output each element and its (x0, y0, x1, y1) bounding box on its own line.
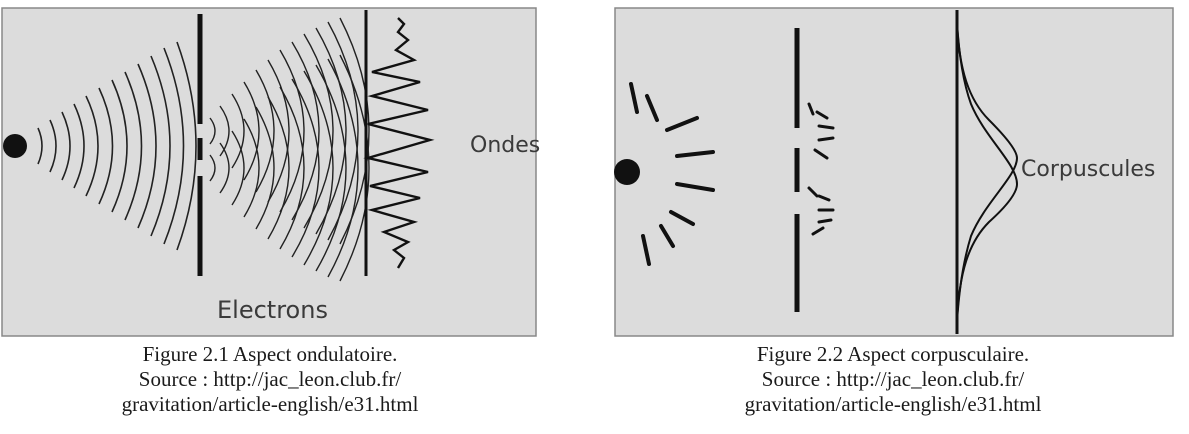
caption-source: Source : http://jac_leon.club.fr/ (761, 367, 1025, 391)
figure-particle-aspect (613, 0, 1189, 434)
particle-source (614, 159, 640, 185)
figure-caption-left (0, 342, 540, 417)
figure-wave-aspect (0, 0, 540, 434)
electrons-label: Electrons (217, 296, 328, 324)
corpuscules-label: Corpuscules (1021, 157, 1156, 182)
ondes-label: Ondes (470, 133, 540, 158)
caption-title: Figure 2.1 Aspect ondulatoire. (142, 342, 398, 366)
figure-caption-right (613, 342, 1173, 417)
caption-path: gravitation/article-english/e31.html (121, 392, 419, 416)
caption-path: gravitation/article-english/e31.html (744, 392, 1042, 416)
electron-source (3, 134, 27, 158)
diagram-panel (2, 8, 536, 336)
caption-title: Figure 2.2 Aspect corpusculaire. (756, 342, 1030, 366)
particle-diagram (613, 0, 1179, 340)
caption-source: Source : http://jac_leon.club.fr/ (138, 367, 402, 391)
wave-diagram (0, 0, 540, 340)
